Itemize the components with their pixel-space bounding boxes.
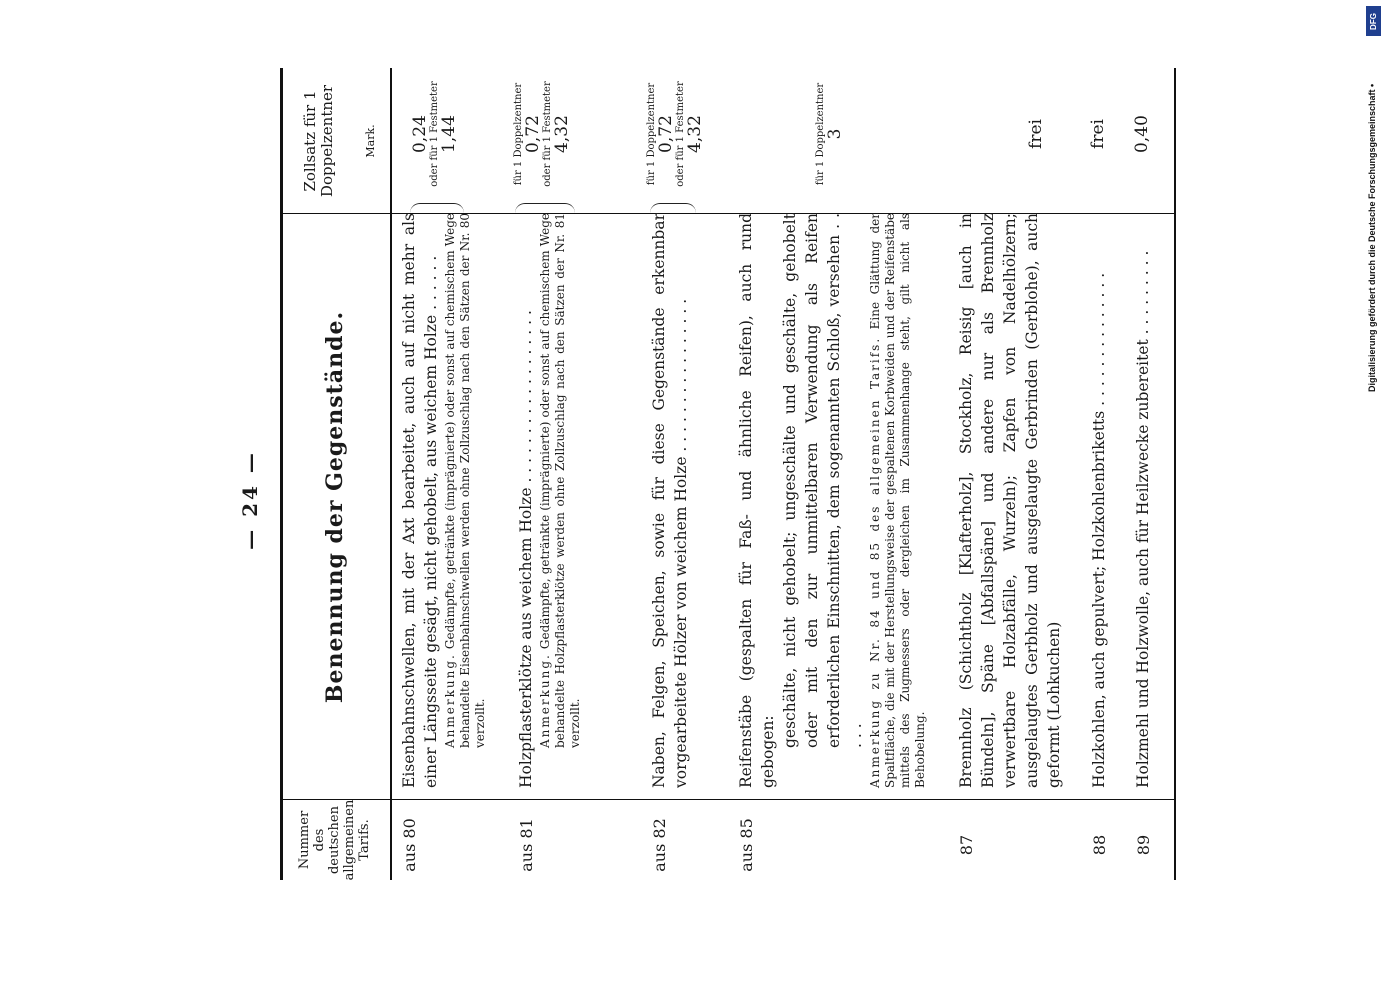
row-description [648,213,692,788]
header-duty-rate: Zollsatz für 1 Doppelzentner [300,84,336,198]
row-description [735,213,928,788]
rate-label: für 1 Doppelzentner [815,82,826,186]
header-tariff-number: Nummer des deutschen allgemeinen Tarifs. [297,799,372,881]
row-text: Eisenbahnschwellen, mit der Axt bearbeitet, auch auf nicht mehr als einer Längsseite gesägt, nicht gehobelt, aus weichem Holze . . . . . . [400,213,440,788]
note-text: Gedämpfte, getränkte (imprägnierte) oder sonst auf chemischem Wege behandelte Eisenbahnschwellen werden ohne Zollzuschlag nach den Sätzen der Nr. 80 verzollt. [443,213,487,748]
rate-value: 0,72 [656,115,676,153]
row-number: aus 82 [650,818,669,872]
note-label: Anmerkung. [538,653,552,748]
row-number: aus 81 [517,818,536,872]
row-number: 89 [1134,834,1153,856]
rate-label: für 1 Doppelzentner [646,82,657,186]
rate-alt-label: oder für 1 Festmeter [542,81,553,187]
rate-alt-value: 4,32 [552,115,572,153]
row-text: Holzpflasterklötze aus weichem Holze . . . . . . . . . . . . . . . . . . [517,310,535,788]
row-rate [412,68,458,200]
rate-label: für 1 Doppelzentner [513,82,524,186]
rate-value: 3 [825,128,845,140]
rate-value: frei [1026,119,1046,149]
dfg-logo: DFG [1366,6,1381,36]
brace [515,203,575,214]
row-number: aus 80 [400,818,419,872]
row-text: Holzkohlen, auch gepulvert; Holzkohlenbriketts . . . . . . . . . . . . . . [1090,272,1108,788]
column-divider-1 [282,799,1174,800]
row-subitem: geschälte, nicht gehobelt; ungeschälte und geschälte, gehobelt oder mit den zur unmittelbaren Verwendung als Reifen erforderlichen Einschnitten, dem sogenannten Schloß, versehen . . . . . [781,213,865,748]
note-text: Eine Glättung der Spaltfläche, die mit der Herstellungsweise der gespaltenen Korbweiden und der Reifenstäbe mittels des Zugmessers oder dergleichen im Zusammenhange steht, gilt nicht als Behobelung. [868,213,927,788]
table-header-rule [390,68,392,880]
brace [650,203,696,214]
row-description [398,213,488,788]
row-number: aus 85 [737,818,756,872]
rate-value: frei [1088,119,1108,149]
rate-value: 0,40 [1132,115,1152,153]
row-description [1088,213,1110,788]
row-note [443,213,488,788]
digitization-credit: Digitalisierung gefördert durch die Deutsche Forschungsgemeinschaft • [1367,83,1377,392]
row-rate [1090,68,1107,200]
table-bottom-rule [1174,68,1176,880]
row-rate [646,68,704,200]
brace [410,203,464,214]
rate-alt-value: 1,44 [439,115,459,153]
row-rate [1134,68,1151,200]
rate-value: 0,24 [410,115,430,153]
rate-value: 0,72 [523,115,543,153]
row-number: 87 [957,834,976,856]
rate-alt-value: 4,32 [685,115,705,153]
row-rate [513,68,571,200]
row-note [538,213,583,788]
note-label: Anmerkung. [443,653,457,748]
rate-alt-label: oder für 1 Festmeter [675,81,686,187]
note-text: Gedämpfte, getränkte (imprägnierte) oder sonst auf chemischem Wege behandelte Holzpflasterklötze werden ohne Zollzuschlag nach den Sätzen der Nr. 81 verzollt. [538,213,582,748]
row-text: Reifenstäbe (gespalten für Faß- und ähnliche Reifen), auch rund gebogen: [737,213,777,788]
row-text: Naben, Felgen, Speichen, sowie für diese Gegenstände erkennbar vorgearbeitete Hölzer von weichem Holze . . . . . . . . . . . . . . . . [650,213,690,788]
row-rate [1028,68,1045,200]
rate-alt-label: oder für 1 Festmeter [429,81,440,187]
row-text: Holzmehl und Holzwolle, auch für Heilzwecke zubereitet . . . . . . . . . [1134,250,1152,788]
row-rate [815,68,844,200]
row-description [955,213,1065,788]
row-number: 88 [1090,834,1109,856]
page-number: — 24 — [238,450,262,550]
row-note [868,213,928,788]
note-label: Anmerkung zu Nr. 84 und 85 des allgemeinen Tarifs. [868,336,882,788]
row-description [515,213,583,788]
digitization-sidebar [1364,0,1383,1000]
row-text: Brennholz (Schichtholz [Klafterholz], Stockholz, Reisig [auch in Bündeln], Späne [Abfallspäne] und andere nur als Brennholz verwertbare Holzabfälle, Wurzeln); Zapfen von Nadelhölzern; ausgelaugtes Gerbholz und ausgelaugte Gerbrinden (Gerblohe), auch geformt (Lohkuchen) [957,213,1063,788]
row-description [1132,213,1154,788]
header-description: Benennung der Gegenstände. [321,310,348,704]
header-unit: Mark. [363,124,377,158]
